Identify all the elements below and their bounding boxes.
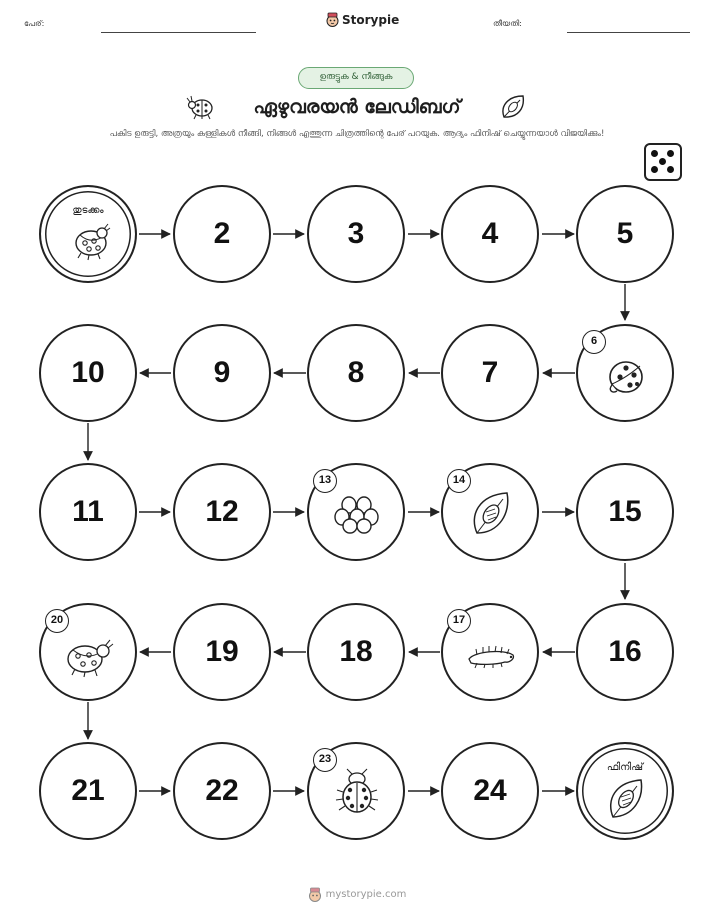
space-3[interactable] <box>307 185 405 283</box>
space-number: 8 <box>347 356 365 389</box>
space-number: 9 <box>213 356 231 389</box>
space-number: 15 <box>608 495 642 528</box>
space-22[interactable] <box>173 742 271 840</box>
brand-name: Storypie <box>342 12 400 27</box>
larva-icon <box>465 643 519 669</box>
footer-site[interactable]: mystorypie.com <box>325 889 407 900</box>
ladybug-icon <box>67 221 111 261</box>
eggs-icon <box>333 493 381 535</box>
space-number-badge: 14 <box>447 469 471 493</box>
space-18[interactable] <box>307 603 405 701</box>
space-number-badge: 6 <box>582 330 606 354</box>
space-number: 5 <box>616 217 634 250</box>
space-4[interactable] <box>441 185 539 283</box>
space-7[interactable] <box>441 324 539 422</box>
space-number: 3 <box>347 217 365 250</box>
space-2[interactable] <box>173 185 271 283</box>
start-label: തുടക്കം <box>72 205 104 216</box>
space-finish[interactable] <box>576 742 674 840</box>
space-number: 16 <box>608 635 642 668</box>
space-number: 21 <box>71 774 105 807</box>
space-number-badge: 23 <box>313 748 337 772</box>
space-11[interactable] <box>39 463 137 561</box>
space-number: 11 <box>72 495 104 528</box>
space-12[interactable] <box>173 463 271 561</box>
space-number: 12 <box>205 495 239 528</box>
space-16[interactable] <box>576 603 674 701</box>
ladybug-icon <box>334 768 380 818</box>
space-15[interactable] <box>576 463 674 561</box>
space-number: 4 <box>481 217 499 250</box>
space-number: 22 <box>205 774 239 807</box>
space-21[interactable] <box>39 742 137 840</box>
space-number: 24 <box>473 774 507 807</box>
space-24[interactable] <box>441 742 539 840</box>
pupa-on-leaf-icon <box>469 489 513 539</box>
name-label: പേര്: <box>24 19 45 28</box>
space-number: 19 <box>205 635 239 668</box>
ladybug-icon <box>602 354 648 398</box>
space-number-badge: 20 <box>45 609 69 633</box>
space-19[interactable] <box>173 603 271 701</box>
space-10[interactable] <box>39 324 137 422</box>
space-9[interactable] <box>173 324 271 422</box>
space-number: 2 <box>213 217 231 250</box>
pupa-on-leaf-icon <box>606 776 646 822</box>
space-number-badge: 17 <box>447 609 471 633</box>
page-title: ഏഴുവരയൻ ലേഡിബഗ് <box>253 96 461 118</box>
space-8[interactable] <box>307 324 405 422</box>
finish-label: ഫിനിഷ് <box>606 762 644 773</box>
space-5[interactable] <box>576 185 674 283</box>
ladybug-icon <box>63 635 115 679</box>
space-number: 7 <box>481 356 499 389</box>
space-number: 10 <box>71 356 105 389</box>
game-type-tag: ഉരുട്ടുക & നീങ്ങുക <box>298 67 414 89</box>
space-start[interactable] <box>39 185 137 283</box>
space-number-badge: 13 <box>313 469 337 493</box>
mascot-icon <box>308 887 322 902</box>
instructions: പകിട ഉരുട്ടി, അത്രയും കള്ളികൾ നീങ്ങി, നിങ്ങൾ എത്തുന്ന ചിത്രത്തിന്റെ പേര് പറയുക. ആദ്യം ഫിനിഷ് ചെയ്യുന്നയാൾ വിജയിക്കും! <box>109 129 605 139</box>
date-label: തീയതി: <box>493 19 522 28</box>
footer <box>0 887 714 902</box>
space-number: 18 <box>339 635 373 668</box>
